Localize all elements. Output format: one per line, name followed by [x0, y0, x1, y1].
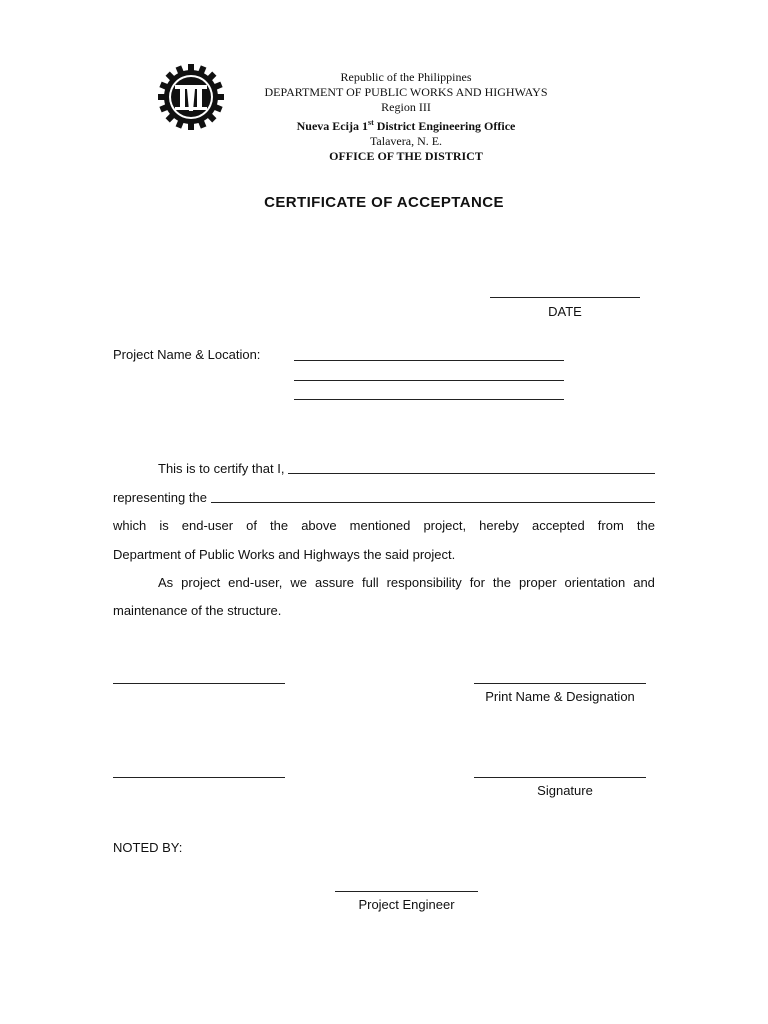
date-field-line[interactable]: [490, 297, 640, 298]
word: responsibility: [386, 575, 462, 590]
word: of: [246, 518, 257, 533]
left-signature-line-1[interactable]: [113, 683, 285, 684]
certifier-name-line[interactable]: [288, 461, 655, 474]
document-title: CERTIFICATE OF ACCEPTANCE: [264, 194, 504, 211]
word: above: [301, 518, 337, 533]
project-engineer-signature-line[interactable]: [335, 891, 478, 892]
word: from: [597, 518, 624, 533]
certify-text: This is to certify that I,: [158, 461, 285, 476]
word: we: [290, 575, 307, 590]
word: project,: [423, 518, 467, 533]
region-line: Region III: [381, 100, 431, 114]
print-name-label: Print Name & Designation: [485, 689, 635, 704]
word: project: [181, 575, 221, 590]
location-line: Talavera, N. E.: [369, 134, 443, 148]
certify-line: [158, 461, 655, 476]
word: is: [159, 518, 169, 533]
word: end-user,: [228, 575, 283, 590]
word: for: [469, 575, 485, 590]
representing-text: representing the: [113, 490, 207, 505]
left-signature-line-2[interactable]: [113, 777, 285, 778]
letterhead: [230, 70, 582, 164]
noted-by-label: NOTED BY:: [113, 840, 183, 855]
date-label: DATE: [548, 304, 582, 319]
project-name-label: Project Name & Location:: [113, 347, 261, 362]
word: full: [361, 575, 379, 590]
ordinal-suffix: st: [367, 118, 374, 127]
word: proper: [518, 575, 557, 590]
project-engineer-label: Project Engineer: [358, 897, 455, 912]
word: the: [492, 575, 511, 590]
office-line: [230, 115, 582, 134]
word: which: [113, 518, 147, 533]
dpwh-logo: [157, 63, 225, 131]
word: hereby: [479, 518, 519, 533]
representing-org-line[interactable]: [211, 490, 655, 503]
project-name-line-1[interactable]: [294, 360, 564, 361]
word: As: [158, 575, 174, 590]
word: the: [636, 518, 655, 533]
word: the: [270, 518, 289, 533]
signature-line[interactable]: [474, 777, 646, 778]
enduser-paragraph-line: [113, 518, 655, 533]
office-line-part2: District Engineering Office: [373, 119, 516, 133]
print-name-line[interactable]: [474, 683, 646, 684]
department-line: DEPARTMENT OF PUBLIC WORKS AND HIGHWAYS: [264, 85, 548, 99]
word: accepted: [531, 518, 585, 533]
signature-label: Signature: [537, 783, 593, 798]
gear-emblem-icon: [157, 63, 225, 131]
responsibility-paragraph-line: [158, 575, 655, 590]
word: end-user: [181, 518, 234, 533]
representing-line: [113, 490, 655, 505]
word: mentioned: [349, 518, 411, 533]
project-name-line-2[interactable]: [294, 380, 564, 381]
district-office-line: OFFICE OF THE DISTRICT: [329, 149, 483, 163]
maintenance-paragraph-line: maintenance of the structure.: [113, 603, 282, 618]
project-name-line-3[interactable]: [294, 399, 564, 400]
word: and: [633, 575, 655, 590]
office-line-part1: Nueva Ecija 1: [296, 119, 368, 133]
republic-line: Republic of the Philippines: [340, 70, 472, 84]
word: assure: [314, 575, 354, 590]
department-paragraph-line: Department of Public Works and Highways the said project.: [113, 547, 456, 562]
word: orientation: [564, 575, 626, 590]
